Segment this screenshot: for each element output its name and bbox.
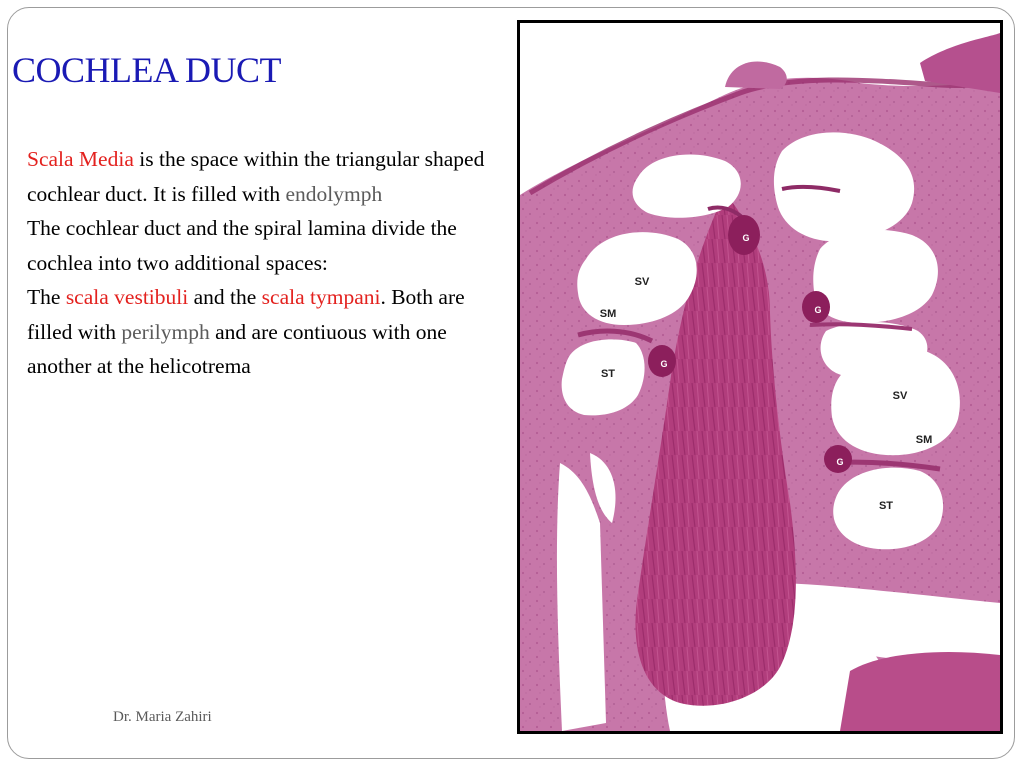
- p3-text-b: and the: [188, 285, 262, 309]
- label-sm-left: SM: [599, 308, 617, 320]
- slide-footer: Dr. Maria Zahiri: [113, 709, 212, 725]
- p1-text: is the space within the triangular shaped cochlear duct. It is filled with: [27, 147, 485, 206]
- p3-text-c: . Both are filled with: [27, 285, 465, 344]
- paragraph-division: [27, 211, 497, 280]
- term-scala-vestibuli: scala vestibuli: [65, 285, 189, 309]
- label-g-left: G: [660, 359, 668, 369]
- cochlea-micrograph: [517, 20, 1003, 734]
- cochlea-histology-image: [520, 23, 1000, 731]
- term-perilymph: perilymph: [121, 319, 210, 344]
- p3-text-d: and are contiuous with one another at the helicotrema: [27, 319, 447, 378]
- label-sv-left: SV: [634, 276, 650, 288]
- term-endolymph: endolymph: [285, 181, 383, 206]
- paragraph-scalae: [27, 280, 497, 384]
- label-sv-right: SV: [892, 390, 908, 402]
- label-g-top: G: [742, 233, 750, 243]
- term-scala-tympani: scala tympani: [261, 285, 381, 309]
- label-g-right: G: [836, 457, 844, 467]
- p2-text: The cochlear duct and the spiral lamina divide the cochlea into two additional spaces:: [27, 216, 457, 275]
- label-g-mid: G: [814, 305, 822, 315]
- p3-text-a: The: [27, 285, 66, 309]
- term-scala-media: Scala Media: [27, 147, 134, 171]
- paragraph-scala-media: [27, 142, 497, 211]
- label-st-right: ST: [878, 500, 894, 512]
- slide-title: COCHLEA DUCT: [12, 50, 282, 90]
- label-sm-right: SM: [915, 434, 933, 446]
- label-st-left: ST: [600, 368, 616, 380]
- slide-body: [27, 142, 497, 384]
